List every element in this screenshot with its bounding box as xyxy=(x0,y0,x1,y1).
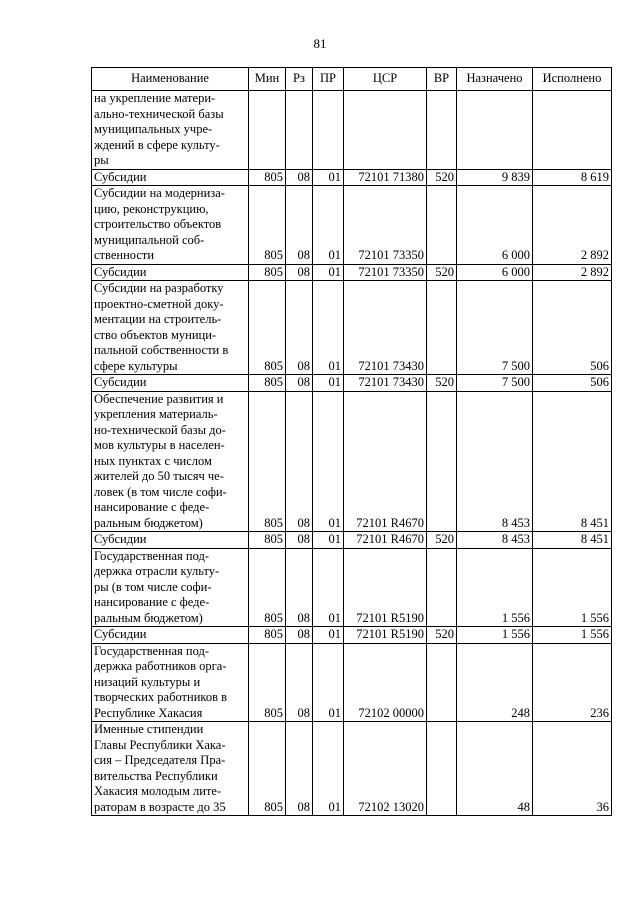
budget-table xyxy=(91,67,612,816)
cell-assigned: 48 xyxy=(457,722,533,816)
table-row xyxy=(92,643,612,722)
cell-assigned: 1 556 xyxy=(457,627,533,644)
cell-vr: 520 xyxy=(427,532,457,549)
cell-pr: 01 xyxy=(313,264,344,281)
cell-csr: 72101 R5190 xyxy=(344,627,427,644)
cell-vr xyxy=(427,548,457,627)
cell-rz: 08 xyxy=(286,391,313,532)
cell-vr: 520 xyxy=(427,169,457,186)
cell-csr: 72101 71380 xyxy=(344,169,427,186)
cell-executed xyxy=(533,91,612,170)
table-row xyxy=(92,532,612,549)
cell-assigned: 6 000 xyxy=(457,264,533,281)
header-executed: Исполнено xyxy=(533,68,612,91)
cell-pr xyxy=(313,91,344,170)
cell-assigned: 1 556 xyxy=(457,548,533,627)
cell-pr: 01 xyxy=(313,186,344,265)
cell-executed: 2 892 xyxy=(533,264,612,281)
cell-csr: 72101 73430 xyxy=(344,375,427,392)
table-row xyxy=(92,169,612,186)
cell-name: Субсидии xyxy=(92,169,249,186)
table-row xyxy=(92,391,612,532)
cell-min: 805 xyxy=(249,375,286,392)
cell-min: 805 xyxy=(249,548,286,627)
cell-name: Субсидии xyxy=(92,264,249,281)
cell-name: Государственная под- держка отрасли культу- ры (в том числе софи- нансирование с феде- ральным бюджетом) xyxy=(92,548,249,627)
cell-min: 805 xyxy=(249,264,286,281)
cell-min: 805 xyxy=(249,186,286,265)
cell-min: 805 xyxy=(249,627,286,644)
cell-vr xyxy=(427,643,457,722)
cell-name: Именные стипендии Главы Республики Хака- сия – Председателя Пра- вительства Республики Хакасия молодым лите- раторам в возрасте до 35 xyxy=(92,722,249,816)
cell-csr: 72101 R5190 xyxy=(344,548,427,627)
cell-vr: 520 xyxy=(427,264,457,281)
cell-assigned: 6 000 xyxy=(457,186,533,265)
cell-csr: 72101 73430 xyxy=(344,281,427,375)
cell-rz: 08 xyxy=(286,532,313,549)
cell-csr xyxy=(344,91,427,170)
cell-assigned: 8 453 xyxy=(457,391,533,532)
cell-executed: 1 556 xyxy=(533,548,612,627)
cell-min: 805 xyxy=(249,281,286,375)
cell-rz xyxy=(286,91,313,170)
cell-pr: 01 xyxy=(313,548,344,627)
cell-pr: 01 xyxy=(313,391,344,532)
cell-min: 805 xyxy=(249,169,286,186)
cell-assigned xyxy=(457,91,533,170)
cell-rz: 08 xyxy=(286,186,313,265)
cell-csr: 72101 73350 xyxy=(344,186,427,265)
header-pr: ПР xyxy=(313,68,344,91)
cell-csr: 72101 73350 xyxy=(344,264,427,281)
cell-name: Субсидии xyxy=(92,375,249,392)
cell-name: Субсидии xyxy=(92,627,249,644)
cell-name: на укрепление матери- ально-технической базы муниципальных учре- ждений в сфере культу- ры xyxy=(92,91,249,170)
cell-vr xyxy=(427,722,457,816)
header-rz: Рз xyxy=(286,68,313,91)
cell-vr xyxy=(427,391,457,532)
cell-rz: 08 xyxy=(286,375,313,392)
cell-min xyxy=(249,91,286,170)
cell-pr: 01 xyxy=(313,722,344,816)
cell-executed: 36 xyxy=(533,722,612,816)
cell-name: Субсидии на модерниза- цию, реконструкцию, строительство объектов муниципальной соб- ственности xyxy=(92,186,249,265)
cell-pr: 01 xyxy=(313,643,344,722)
header-vr: ВР xyxy=(427,68,457,91)
cell-vr: 520 xyxy=(427,375,457,392)
cell-pr: 01 xyxy=(313,532,344,549)
table-row xyxy=(92,281,612,375)
cell-csr: 72101 R4670 xyxy=(344,391,427,532)
cell-executed: 236 xyxy=(533,643,612,722)
cell-assigned: 7 500 xyxy=(457,281,533,375)
cell-vr xyxy=(427,186,457,265)
cell-pr: 01 xyxy=(313,627,344,644)
cell-csr: 72102 00000 xyxy=(344,643,427,722)
table-row xyxy=(92,722,612,816)
cell-csr: 72102 13020 xyxy=(344,722,427,816)
cell-name: Субсидии xyxy=(92,532,249,549)
cell-pr: 01 xyxy=(313,375,344,392)
cell-min: 805 xyxy=(249,391,286,532)
cell-name: Государственная под- держка работников орга- низаций культуры и творческих работников в Республике Хакасия xyxy=(92,643,249,722)
cell-executed: 8 451 xyxy=(533,391,612,532)
cell-csr: 72101 R4670 xyxy=(344,532,427,549)
cell-rz: 08 xyxy=(286,169,313,186)
cell-executed: 506 xyxy=(533,375,612,392)
table-row xyxy=(92,91,612,170)
cell-pr: 01 xyxy=(313,169,344,186)
cell-rz: 08 xyxy=(286,281,313,375)
cell-executed: 506 xyxy=(533,281,612,375)
cell-assigned: 248 xyxy=(457,643,533,722)
cell-executed: 8 451 xyxy=(533,532,612,549)
table-row xyxy=(92,548,612,627)
cell-rz: 08 xyxy=(286,264,313,281)
cell-name: Субсидии на разработку проектно-сметной доку- ментации на строитель- ство объектов муници- пальной собственности в сфере культуры xyxy=(92,281,249,375)
cell-executed: 2 892 xyxy=(533,186,612,265)
header-name: Наименование xyxy=(92,68,249,91)
cell-assigned: 8 453 xyxy=(457,532,533,549)
cell-executed: 8 619 xyxy=(533,169,612,186)
header-csr: ЦСР xyxy=(344,68,427,91)
cell-min: 805 xyxy=(249,532,286,549)
cell-rz: 08 xyxy=(286,643,313,722)
cell-rz: 08 xyxy=(286,627,313,644)
table-row xyxy=(92,375,612,392)
table-row xyxy=(92,264,612,281)
page-number: 81 xyxy=(313,36,327,51)
cell-rz: 08 xyxy=(286,722,313,816)
table-header-row xyxy=(92,68,612,91)
table-row xyxy=(92,186,612,265)
cell-assigned: 9 839 xyxy=(457,169,533,186)
cell-vr: 520 xyxy=(427,627,457,644)
cell-pr: 01 xyxy=(313,281,344,375)
header-min: Мин xyxy=(249,68,286,91)
table-row xyxy=(92,627,612,644)
header-assigned: Назначено xyxy=(457,68,533,91)
cell-min: 805 xyxy=(249,643,286,722)
cell-vr xyxy=(427,91,457,170)
cell-min: 805 xyxy=(249,722,286,816)
cell-assigned: 7 500 xyxy=(457,375,533,392)
cell-name: Обеспечение развития и укрепления материаль- но-технической базы до- мов культуры в населен- ных пунктах с числом жителей до 50 тысяч че- ловек (в том числе софи- нансирование с феде- ральным бюджетом) xyxy=(92,391,249,532)
cell-executed: 1 556 xyxy=(533,627,612,644)
cell-vr xyxy=(427,281,457,375)
cell-rz: 08 xyxy=(286,548,313,627)
